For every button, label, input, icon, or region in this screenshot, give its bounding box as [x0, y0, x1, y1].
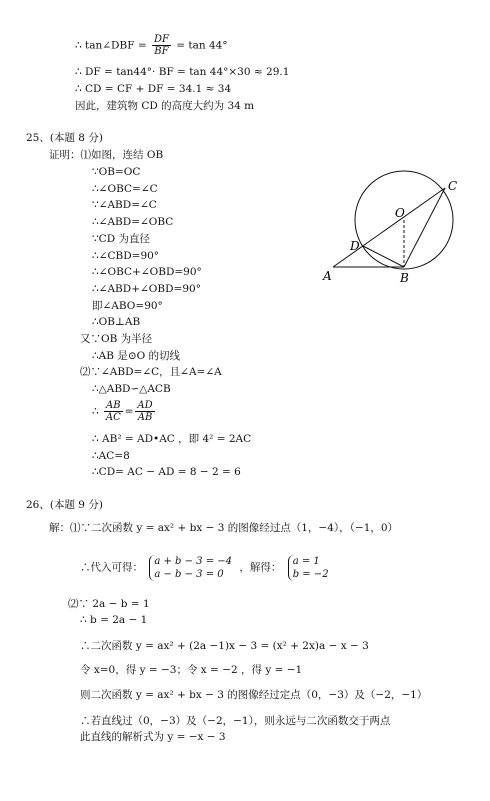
- substitution-prefix: ∴代入可得：: [80, 561, 143, 574]
- q26-line1: 解：⑴∵二次函数 y = ax² + bx − 3 的图像经过点（1，−4），（−1，0）: [49, 522, 399, 534]
- q25-step: ∴∠OBC=∠C: [92, 183, 158, 195]
- q25-header: 25、(本题 8 分): [26, 132, 103, 144]
- tan-dbf-prefix: ∴ tan∠DBF =: [75, 39, 147, 52]
- q25-step: ∴△ABD∽△ACB: [92, 383, 171, 395]
- tan-dbf-line: [75, 34, 228, 57]
- q26-part2: ∴若直线过（0，−3）及（−2，−1），则永远与二次函数交于两点: [80, 715, 391, 727]
- tan-dbf-denominator: BF: [154, 46, 169, 57]
- tan-dbf-fraction: [152, 34, 171, 57]
- ratio-left-numerator: AB: [106, 400, 121, 411]
- q25-step: ∴OB⊥AB: [92, 316, 141, 328]
- ratio-right-numerator: AD: [137, 400, 153, 411]
- cd-line: ∴ CD = CF + DF = 34.1 ≈ 34: [75, 83, 232, 95]
- q26-header: 26、(本题 9 分): [26, 499, 103, 511]
- q25-step: ∴∠ABD+∠OBD=90°: [92, 283, 201, 295]
- tan-dbf-numerator: DF: [153, 34, 169, 45]
- q26-part2: 此直线的解析式为 y = −x − 3: [80, 731, 226, 743]
- q25-tail: ∴CD= AC − AD = 8 − 2 = 6: [92, 466, 241, 478]
- ratio-left-fraction: [104, 400, 123, 423]
- q25-step: 又∵OB 为半径: [80, 333, 153, 345]
- q25-step: ⑵∵∠ABD=∠C，且∠A=∠A: [80, 366, 222, 378]
- q26-part2: 令 x=0，得 y = −3；令 x = −2 ，得 y = −1: [80, 664, 303, 676]
- q25-step: ∴∠ABD=∠OBC: [92, 216, 174, 228]
- q25-step: ∵CD 为直径: [92, 233, 150, 245]
- segment-bd: [363, 246, 404, 267]
- label-c: C: [448, 179, 458, 193]
- solution-system: [288, 555, 333, 581]
- label-b: B: [400, 271, 409, 285]
- label-d: D: [350, 239, 360, 253]
- q25-tail: ∴ AB² = AD•AC ，即 4² = 2AC: [92, 433, 252, 445]
- solution-b: b = −2: [292, 569, 329, 580]
- solve-label: ，解得：: [239, 561, 282, 574]
- q26-part2: ∴二次函数 y = ax² + (2a −1)x − 3 = (x² + 2x)a − x − 3: [80, 640, 369, 652]
- q26-part2: ∴ b = 2a − 1: [80, 614, 148, 626]
- conclusion-line: 因此，建筑物 CD 的高度大约为 34 m: [75, 100, 255, 112]
- q25-step: ∴AB 是⊙O 的切线: [92, 350, 181, 362]
- q26-part2: 则二次函数 y = ax² + bx − 3 的图像经过定点（0，−3）及（−2，−1）: [80, 689, 428, 701]
- system-eq-2: a − b − 3 = 0: [154, 569, 224, 580]
- q26-part2: ⑵∵ 2a − b = 1: [68, 598, 150, 610]
- label-a: A: [323, 269, 332, 283]
- q25-step: ∴∠OBC+∠OBD=90°: [92, 266, 202, 278]
- q26-substitution-line: [80, 555, 333, 581]
- q25-step: 即∠ABO=90°: [92, 300, 163, 312]
- q25-tail: ∴AC=8: [92, 450, 130, 462]
- q25-step: ∴∠CBD=90°: [92, 250, 160, 262]
- q25-intro: 证明：⑴如图，连结 OB: [49, 149, 164, 161]
- segment-ac: [333, 188, 445, 267]
- ratio-right-denominator: AB: [137, 412, 153, 423]
- label-o: O: [395, 206, 405, 220]
- solution-a: a = 1: [292, 556, 320, 567]
- tan-dbf-suffix: = tan 44°: [176, 39, 228, 52]
- system-eq-1: a + b − 3 = −4: [154, 556, 233, 567]
- circle-tangent-figure: [318, 162, 468, 287]
- equation-system: [149, 555, 236, 581]
- ratio-right-fraction: [135, 400, 154, 423]
- ratio-left-denominator: AC: [105, 412, 121, 423]
- q25-ratio-line: ∴ $\frac{AB}{AC}$ = $\frac{AD}{AB}$: [92, 400, 153, 423]
- q25-step: ∵∠ABD=∠C: [92, 199, 157, 211]
- df-line: ∴ DF = tan44°· BF = tan 44°×30 ≈ 29.1: [75, 66, 290, 78]
- ratio-prefix: ∴: [92, 405, 99, 418]
- q25-step: ∵OB=OC: [92, 166, 141, 178]
